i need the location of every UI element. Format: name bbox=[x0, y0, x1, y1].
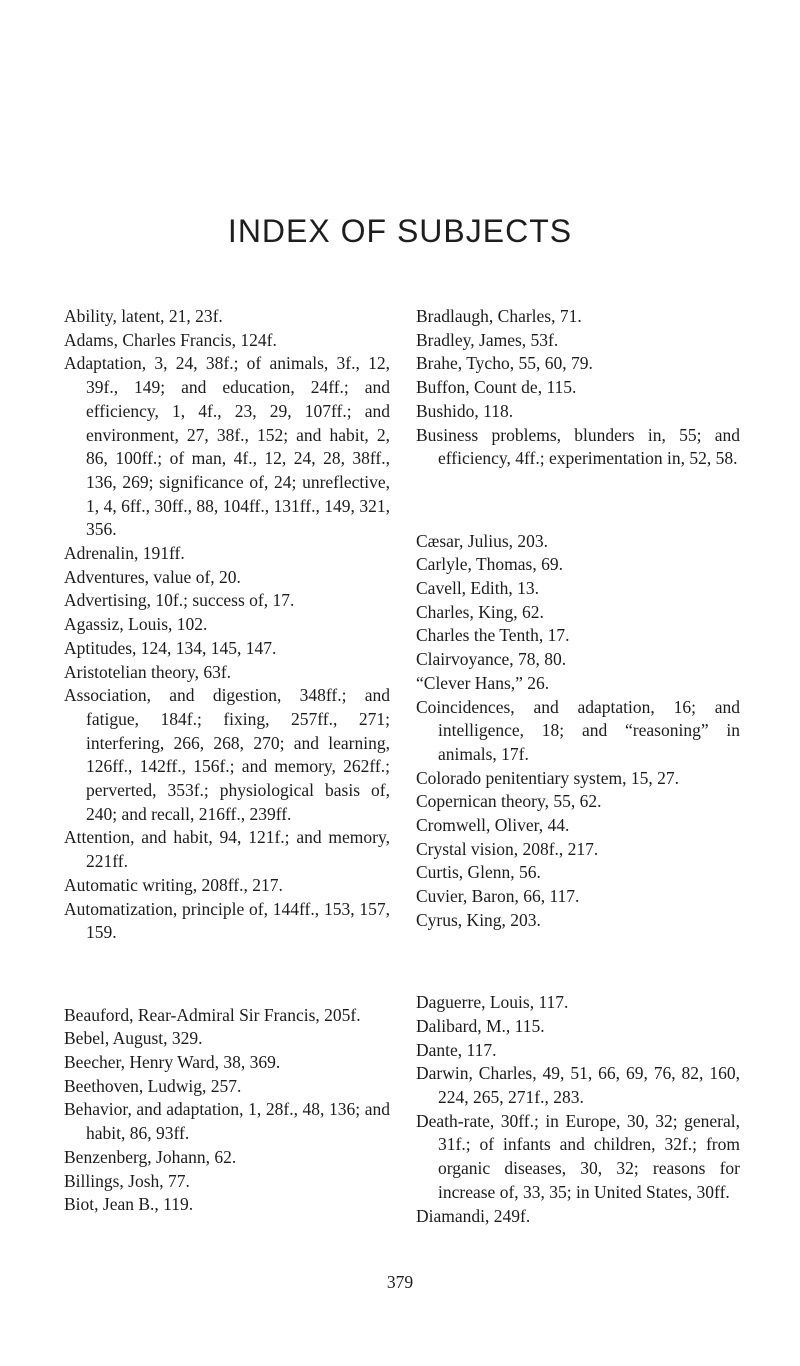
index-entry: Beecher, Henry Ward, 38, 369. bbox=[64, 1052, 281, 1073]
index-entry: Biot, Jean B., 119. bbox=[64, 1194, 194, 1215]
index-column-left bbox=[64, 305, 390, 1217]
index-entry: Carlyle, Thomas, 69. bbox=[416, 554, 563, 575]
index-entry: Colorado penitentiary system, 15, 27. bbox=[416, 767, 679, 788]
page-number: 379 bbox=[386, 1272, 414, 1292]
index-entry: Cæsar, Julius, 203. bbox=[416, 530, 549, 551]
index-entry: Beethoven, Ludwig, 257. bbox=[64, 1075, 242, 1096]
index-entry: Charles, King, 62. bbox=[416, 601, 544, 622]
index-entry: Charles the Tenth, 17. bbox=[416, 625, 570, 646]
index-entry: Brahe, Tycho, 55, 60, 79. bbox=[416, 353, 593, 374]
index-entry: Curtis, Glenn, 56. bbox=[416, 862, 541, 883]
index-entry: Agassiz, Louis, 102. bbox=[64, 614, 208, 635]
index-entry: Aristotelian theory, 63f. bbox=[64, 661, 232, 682]
index-entry: Clairvoyance, 78, 80. bbox=[416, 649, 567, 670]
index-entry: Adventures, value of, 20. bbox=[64, 566, 241, 587]
index-entry: Cyrus, King, 203. bbox=[416, 909, 541, 930]
letter-group-gap bbox=[64, 962, 390, 986]
index-entry: Cuvier, Baron, 66, 117. bbox=[416, 886, 580, 907]
index-entry: Buffon, Count de, 115. bbox=[416, 377, 577, 398]
index-entry: Association, and digestion, 348ff.; and fatigue, 184f.; fixing, 257ff., 271; interfering, 266, 268, 270; and learning, 126ff., 142ff., 156f.; and memory, 262ff.; perverted, 353f.; physiological basis of, 240; and recall, 216ff., 239ff. bbox=[64, 685, 390, 824]
index-entry: Cromwell, Oliver, 44. bbox=[416, 815, 570, 836]
index-entry: Aptitudes, 124, 134, 145, 147. bbox=[64, 637, 277, 658]
index-entry: Behavior, and adaptation, 1, 28f., 48, 136; and habit, 86, 93ff. bbox=[64, 1099, 390, 1144]
letter-group-gap bbox=[416, 488, 740, 512]
index-entry: Automatic writing, 208ff., 217. bbox=[64, 874, 283, 895]
index-entry: Bradley, James, 53f. bbox=[416, 329, 559, 350]
index-entry: Daguerre, Louis, 117. bbox=[416, 992, 569, 1013]
page-title: INDEX OF SUBJECTS bbox=[227, 213, 573, 249]
index-entry: Beauford, Rear-Admiral Sir Francis, 205f. bbox=[64, 1004, 361, 1025]
index-entry: Attention, and habit, 94, 121f.; and memory, 221ff. bbox=[64, 827, 390, 872]
index-entry: Dante, 117. bbox=[416, 1039, 497, 1060]
index-entry: Business problems, blunders in, 55; and efficiency, 4ff.; experimentation in, 52, 58. bbox=[416, 424, 740, 469]
index-entry: Bradlaugh, Charles, 71. bbox=[416, 306, 582, 326]
index-entry: Bushido, 118. bbox=[416, 400, 514, 421]
index-column-right bbox=[416, 305, 740, 1228]
index-entry: Adams, Charles Francis, 124f. bbox=[64, 329, 277, 350]
index-entry: Benzenberg, Johann, 62. bbox=[64, 1146, 237, 1167]
index-entry: Cavell, Edith, 13. bbox=[416, 578, 539, 599]
index-entry: Automatization, principle of, 144ff., 153, 157, 159. bbox=[64, 898, 390, 943]
index-entry: Ability, latent, 21, 23f. bbox=[64, 306, 223, 326]
index-entry: Adaptation, 3, 24, 38f.; of animals, 3f., 12, 39f., 149; and education, 24ff.; and efficiency, 1, 4f., 23, 29, 107ff.; and environment, 27, 38f., 152; and habit, 2, 86, 100ff.; of man, 4f., 12, 24, 28, 38ff., 136, 269; significance of, 24; unreflective, 1, 4, 6ff., 30ff., 88, 104ff., 131ff., 149, 321, 356. bbox=[64, 353, 390, 540]
index-entry: Adrenalin, 191ff. bbox=[64, 543, 185, 564]
index-entry: Bebel, August, 329. bbox=[64, 1028, 203, 1049]
index-entry: Coincidences, and adaptation, 16; and intelligence, 18; and “reasoning” in animals, 17f. bbox=[416, 696, 740, 764]
letter-group-gap bbox=[416, 950, 740, 974]
index-entry: Dalibard, M., 115. bbox=[416, 1015, 545, 1036]
index-entry: Billings, Josh, 77. bbox=[64, 1170, 190, 1191]
index-entry: Darwin, Charles, 49, 51, 66, 69, 76, 82, 160, 224, 265, 271f., 283. bbox=[416, 1063, 740, 1108]
index-entry: Crystal vision, 208f., 217. bbox=[416, 838, 599, 859]
index-entry: Diamandi, 249f. bbox=[416, 1205, 531, 1226]
index-entry: Advertising, 10f.; success of, 17. bbox=[64, 590, 295, 611]
index-entry: Copernican theory, 55, 62. bbox=[416, 791, 602, 812]
index-entry: Death-rate, 30ff.; in Europe, 30, 32; general, 31f.; of infants and children, 32f.; from organic diseases, 30, 32; reasons for increase of, 33, 35; in United States, 30ff. bbox=[416, 1110, 740, 1202]
index-entry: “Clever Hans,” 26. bbox=[416, 672, 550, 693]
